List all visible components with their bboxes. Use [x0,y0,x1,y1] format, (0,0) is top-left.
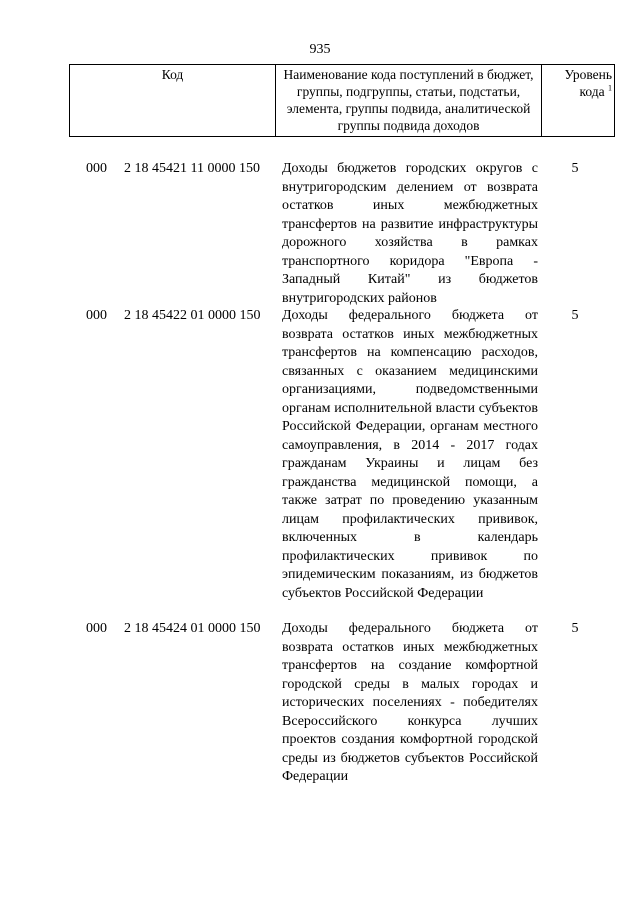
page-number: 935 [309,42,331,57]
header-level [542,65,615,137]
revenue-code: 2 18 45422 01 0000 150 [124,308,261,323]
header-name: Наименование кода поступлений в бюджет, группы, подгруппы, статьи, подстатьи, элемента, группы подвида, аналитической группы подвида доходов [276,65,542,137]
admin-code: 000 [86,161,107,176]
admin-code: 000 [86,621,107,636]
header-level-label: Уровень кода [564,67,612,99]
revenue-name: Доходы федерального бюджета от возврата остатков иных межбюджетных трансфертов на создание комфортной городской среды в малых городах и исторических поселениях - победителях Всероссийского конкурса лучших проектов создания комфортной городской среды из бюджетов субъектов Российской Федерации [282,621,538,784]
footnote-marker: 1 [608,83,612,93]
header-code: Код [70,65,276,137]
code-level: 5 [571,308,579,323]
code-level: 5 [571,161,579,176]
revenue-name: Доходы бюджетов городских округов с внутригородским делением от возврата остатков иных межбюджетных трансфертов на развитие инфраструктуры дорожного хозяйства в рамках транспортного коридора "Европа - Западный Китай" из бюджетов внутригородских районов [282,161,538,306]
admin-code: 000 [86,308,107,323]
table-header [69,64,615,137]
revenue-code: 2 18 45421 11 0000 150 [124,161,260,176]
revenue-name: Доходы федерального бюджета от возврата остатков иных межбюджетных трансфертов на компенсацию расходов, связанных с оказанием медицинскими организациями, подведомственными органам исполнительной власти субъектов Российской Федерации, органам местного самоуправления, в 2014 - 2017 годах гражданам Украины и лицам без гражданства медицинской помощи, а также затрат по проведению указанным лицам профилактических прививок, включенных в календарь профилактических прививок по эпидемическим показаниям, из бюджетов субъектов Российской Федерации [282,308,538,601]
revenue-code: 2 18 45424 01 0000 150 [124,621,261,636]
code-level: 5 [571,621,579,636]
